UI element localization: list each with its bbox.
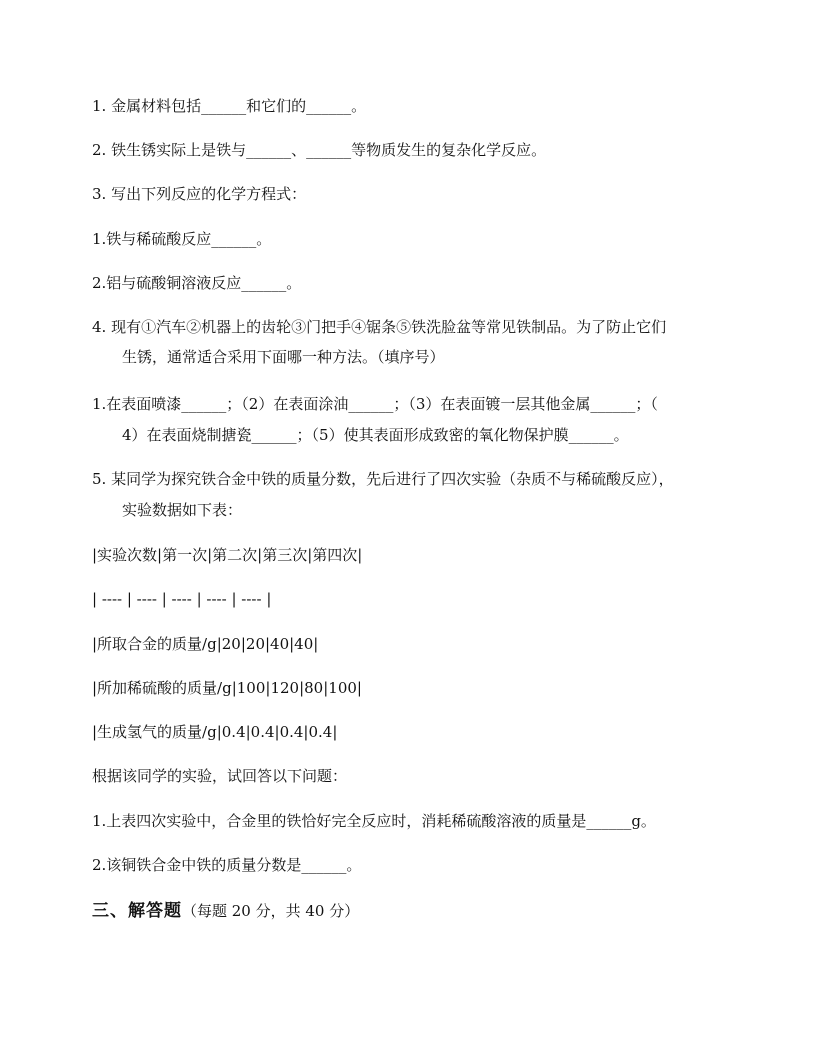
question-4-options-continued: 4）在表面烧制搪瓷______；（5）使其表面形成致密的氧化物保护膜______。 bbox=[122, 426, 629, 444]
section-heading bbox=[92, 901, 359, 921]
question-3: 3. 写出下列反应的化学方程式： bbox=[92, 185, 307, 203]
table-row-acid-mass: |所加稀硫酸的质量/g|100|120|80|100| bbox=[92, 679, 362, 697]
question-5-part-1: 1.上表四次实验中，合金里的铁恰好完全反应时，消耗稀硫酸溶液的质量是______g。 bbox=[92, 812, 656, 830]
question-4-options: 1.在表面喷漆______；（2）在表面涂油______；（3）在表面镀一层其他金属______；（ bbox=[92, 395, 658, 413]
question-3-part-1: 1.铁与稀硫酸反应______。 bbox=[92, 230, 272, 248]
instructions-text: 根据该同学的实验，试回答以下问题： bbox=[92, 767, 348, 785]
table-row-alloy-mass: |所取合金的质量/g|20|20|40|40| bbox=[92, 635, 319, 653]
question-5-part-2: 2.该铜铁合金中铁的质量分数是______。 bbox=[92, 856, 362, 874]
question-5-continued: 实验数据如下表： bbox=[122, 501, 243, 519]
question-2: 2. 铁生锈实际上是铁与______、______等物质发生的复杂化学反应。 bbox=[92, 141, 547, 159]
question-1: 1. 金属材料包括______和它们的______。 bbox=[92, 97, 367, 115]
section-heading-title: 三、解答题 bbox=[92, 901, 182, 921]
question-5: 5. 某同学为探究铁合金中铁的质量分数，先后进行了四次实验（杂质不与稀硫酸反应）， bbox=[92, 470, 674, 488]
table-separator-row: | ---- | ---- | ---- | ---- | ---- | bbox=[92, 590, 272, 608]
question-4: 4. 现有①汽车②机器上的齿轮③门把手④锯条⑤铁洗脸盆等常见铁制品。为了防止它们 bbox=[92, 318, 667, 336]
table-row-hydrogen-mass: |生成氢气的质量/g|0.4|0.4|0.4|0.4| bbox=[92, 723, 338, 741]
question-4-continued: 生锈，通常适合采用下面哪一种方法。（填序号） bbox=[122, 348, 445, 366]
table-header-row: |实验次数|第一次|第二次|第三次|第四次| bbox=[92, 546, 363, 564]
section-heading-note: （每题 20 分，共 40 分） bbox=[182, 902, 360, 920]
question-3-part-2: 2.铝与硫酸铜溶液反应______。 bbox=[92, 274, 302, 292]
